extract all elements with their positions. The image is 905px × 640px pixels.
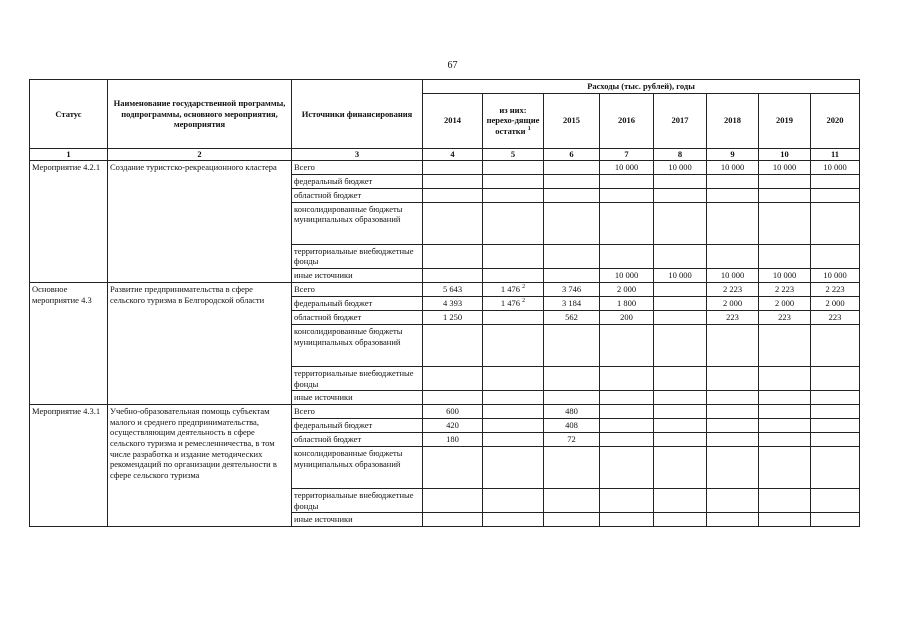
cell-value: 2 223 — [759, 282, 811, 296]
cell-value — [654, 447, 707, 489]
row-source: федеральный бюджет — [292, 174, 423, 188]
cell-value — [423, 188, 483, 202]
cell-value — [423, 268, 483, 282]
cell-value — [654, 188, 707, 202]
header-carryover-label: из них: перехо-дящие остатки — [486, 104, 540, 136]
cell-value: 10 000 — [654, 160, 707, 174]
cell-value: 1 476 — [500, 283, 520, 294]
cell-value — [544, 391, 600, 405]
cell-value — [759, 188, 811, 202]
cell-value — [600, 174, 654, 188]
cell-value — [811, 447, 860, 489]
header-year-2019: 2019 — [759, 93, 811, 148]
cell-value: 10 000 — [811, 160, 860, 174]
cell-value — [759, 513, 811, 527]
cell-value — [483, 419, 544, 433]
cell-value: 223 — [811, 310, 860, 324]
cell-value — [759, 405, 811, 419]
cell-value — [707, 202, 759, 244]
cell-value — [544, 489, 600, 513]
row-source: иные источники — [292, 391, 423, 405]
cell-value: 2 223 — [811, 282, 860, 296]
cell-value — [759, 174, 811, 188]
cell-value — [654, 310, 707, 324]
cell-value — [654, 489, 707, 513]
cell-value — [544, 513, 600, 527]
cell-value — [423, 324, 483, 366]
cell-value — [654, 324, 707, 366]
row-program-name: Создание туристско-рекреационного кластера — [108, 160, 292, 282]
cell-value — [707, 419, 759, 433]
cell-value — [707, 489, 759, 513]
column-number: 3 — [292, 148, 423, 160]
cell-value — [759, 419, 811, 433]
cell-value — [483, 366, 544, 390]
cell-value — [544, 244, 600, 268]
cell-value — [600, 324, 654, 366]
table-row — [30, 405, 860, 419]
cell-value — [811, 202, 860, 244]
row-source: Всего — [292, 282, 423, 296]
cell-value: 480 — [544, 405, 600, 419]
cell-value — [600, 419, 654, 433]
cell-value — [811, 433, 860, 447]
row-source: областной бюджет — [292, 188, 423, 202]
row-status: Мероприятие 4.2.1 — [30, 160, 108, 282]
cell-value: 2 000 — [811, 296, 860, 310]
column-number: 5 — [483, 148, 544, 160]
cell-value — [600, 405, 654, 419]
row-source: консолидированные бюджеты муниципальных образований — [292, 324, 423, 366]
table-row — [30, 282, 860, 296]
cell-value — [811, 366, 860, 390]
cell-carryover — [483, 296, 544, 310]
cell-value — [811, 419, 860, 433]
row-source: территориальные внебюджетные фонды — [292, 489, 423, 513]
cell-value: 562 — [544, 310, 600, 324]
header-year-2014: 2014 — [423, 93, 483, 148]
cell-value: 408 — [544, 419, 600, 433]
cell-value — [600, 202, 654, 244]
row-source: иные источники — [292, 268, 423, 282]
header-carryover — [483, 93, 544, 148]
header-year-2016: 2016 — [600, 93, 654, 148]
cell-value — [654, 282, 707, 296]
cell-value — [483, 202, 544, 244]
cell-value: 1 800 — [600, 296, 654, 310]
row-source: областной бюджет — [292, 310, 423, 324]
cell-value: 10 000 — [707, 160, 759, 174]
footnote-mark: 2 — [522, 284, 526, 291]
cell-value: 2 000 — [759, 296, 811, 310]
cell-value — [759, 244, 811, 268]
cell-value — [759, 489, 811, 513]
cell-value: 5 643 — [423, 282, 483, 296]
cell-value — [811, 244, 860, 268]
cell-value: 3 184 — [544, 296, 600, 310]
cell-value: 4 393 — [423, 296, 483, 310]
cell-value — [811, 174, 860, 188]
header-year-2018: 2018 — [707, 93, 759, 148]
page-number: 67 — [447, 60, 458, 71]
header-status: Статус — [30, 80, 108, 149]
cell-value — [759, 433, 811, 447]
row-source: территориальные внебюджетные фонды — [292, 244, 423, 268]
cell-value — [544, 366, 600, 390]
cell-value — [544, 174, 600, 188]
cell-value — [707, 513, 759, 527]
cell-value: 10 000 — [759, 160, 811, 174]
cell-value: 420 — [423, 419, 483, 433]
cell-value — [707, 433, 759, 447]
row-status: Основное мероприятие 4.3 — [30, 282, 108, 404]
cell-value — [600, 244, 654, 268]
cell-value: 10 000 — [654, 268, 707, 282]
cell-value — [811, 489, 860, 513]
cell-value: 223 — [707, 310, 759, 324]
cell-value — [707, 366, 759, 390]
row-source: консолидированные бюджеты муниципальных образований — [292, 447, 423, 489]
cell-value: 200 — [600, 310, 654, 324]
cell-value — [654, 174, 707, 188]
cell-value: 10 000 — [811, 268, 860, 282]
cell-value — [707, 391, 759, 405]
footnote-mark: 2 — [522, 298, 526, 305]
cell-value — [483, 310, 544, 324]
cell-value — [423, 513, 483, 527]
cell-value — [600, 391, 654, 405]
cell-value — [707, 244, 759, 268]
row-source: консолидированные бюджеты муниципальных образований — [292, 202, 423, 244]
row-source: федеральный бюджет — [292, 296, 423, 310]
cell-value — [483, 447, 544, 489]
cell-value — [423, 160, 483, 174]
column-number: 6 — [544, 148, 600, 160]
cell-value — [654, 296, 707, 310]
header-year-2020: 2020 — [811, 93, 860, 148]
table-body — [30, 160, 860, 527]
cell-value — [707, 174, 759, 188]
column-number-row — [30, 148, 860, 160]
cell-value — [544, 188, 600, 202]
cell-value — [654, 202, 707, 244]
column-number: 4 — [423, 148, 483, 160]
cell-value — [707, 324, 759, 366]
cell-value — [483, 433, 544, 447]
column-number: 7 — [600, 148, 654, 160]
cell-value — [483, 489, 544, 513]
cell-value — [423, 391, 483, 405]
cell-value — [544, 447, 600, 489]
cell-value — [483, 244, 544, 268]
cell-value — [600, 366, 654, 390]
cell-value: 1 250 — [423, 310, 483, 324]
budget-table — [29, 79, 860, 527]
cell-value — [654, 391, 707, 405]
row-program-name: Учебно-образовательная помощь субъектам малого и среднего предпринимательства, осуществляющим деятельность в сфере сельского туризма и ремесленничества, в том числе разработка и издание методических рекомендаций по организации деятельности в сфере сельского туризма — [108, 405, 292, 527]
cell-value — [423, 489, 483, 513]
cell-value — [423, 244, 483, 268]
cell-value — [654, 405, 707, 419]
cell-value — [483, 324, 544, 366]
header-year-2017: 2017 — [654, 93, 707, 148]
cell-value — [600, 188, 654, 202]
cell-value — [483, 268, 544, 282]
cell-value — [759, 324, 811, 366]
cell-value — [707, 447, 759, 489]
row-source: областной бюджет — [292, 433, 423, 447]
cell-value — [811, 405, 860, 419]
header-year-2015: 2015 — [544, 93, 600, 148]
cell-value — [654, 513, 707, 527]
column-number: 8 — [654, 148, 707, 160]
cell-value: 2 000 — [600, 282, 654, 296]
column-number: 11 — [811, 148, 860, 160]
table-row — [30, 160, 860, 174]
row-status: Мероприятие 4.3.1 — [30, 405, 108, 527]
cell-value — [654, 433, 707, 447]
row-source: Всего — [292, 160, 423, 174]
row-source: Всего — [292, 405, 423, 419]
cell-value — [759, 391, 811, 405]
cell-value — [423, 366, 483, 390]
cell-value — [423, 174, 483, 188]
cell-value: 1 476 — [500, 297, 520, 308]
cell-value — [759, 202, 811, 244]
cell-value — [654, 419, 707, 433]
cell-value: 223 — [759, 310, 811, 324]
cell-value — [423, 447, 483, 489]
column-number: 10 — [759, 148, 811, 160]
cell-value: 10 000 — [600, 268, 654, 282]
cell-value — [600, 489, 654, 513]
cell-value — [654, 244, 707, 268]
cell-value — [600, 513, 654, 527]
cell-value: 2 000 — [707, 296, 759, 310]
cell-value: 10 000 — [707, 268, 759, 282]
cell-value — [811, 513, 860, 527]
cell-value: 10 000 — [600, 160, 654, 174]
cell-value — [423, 202, 483, 244]
cell-value: 600 — [423, 405, 483, 419]
column-number: 1 — [30, 148, 108, 160]
header-sources: Источники финансирования — [292, 80, 423, 149]
cell-value — [811, 324, 860, 366]
cell-value: 3 746 — [544, 282, 600, 296]
cell-value — [483, 513, 544, 527]
header-expenses: Расходы (тыс. рублей), годы — [423, 80, 860, 94]
cell-value — [759, 366, 811, 390]
cell-value — [483, 174, 544, 188]
cell-value — [707, 405, 759, 419]
cell-value — [707, 188, 759, 202]
cell-value — [483, 391, 544, 405]
cell-value: 72 — [544, 433, 600, 447]
cell-value: 2 223 — [707, 282, 759, 296]
row-source: федеральный бюджет — [292, 419, 423, 433]
cell-value — [544, 268, 600, 282]
cell-value — [544, 324, 600, 366]
cell-value — [483, 160, 544, 174]
cell-value — [811, 391, 860, 405]
cell-carryover — [483, 282, 544, 296]
row-source: иные источники — [292, 513, 423, 527]
column-number: 9 — [707, 148, 759, 160]
column-number: 2 — [108, 148, 292, 160]
cell-value — [654, 366, 707, 390]
header-program-name: Наименование государственной программы, подпрограммы, основного мероприятия, мероприятия — [108, 80, 292, 149]
header-carryover-sup: 1 — [527, 126, 531, 133]
cell-value — [759, 447, 811, 489]
cell-value: 10 000 — [759, 268, 811, 282]
row-source: территориальные внебюджетные фонды — [292, 366, 423, 390]
cell-value — [811, 188, 860, 202]
row-program-name: Развитие предпринимательства в сфере сельского туризма в Белгородской области — [108, 282, 292, 404]
cell-value: 180 — [423, 433, 483, 447]
cell-value — [483, 188, 544, 202]
cell-value — [600, 433, 654, 447]
cell-value — [483, 405, 544, 419]
cell-value — [544, 160, 600, 174]
cell-value — [544, 202, 600, 244]
cell-value — [600, 447, 654, 489]
